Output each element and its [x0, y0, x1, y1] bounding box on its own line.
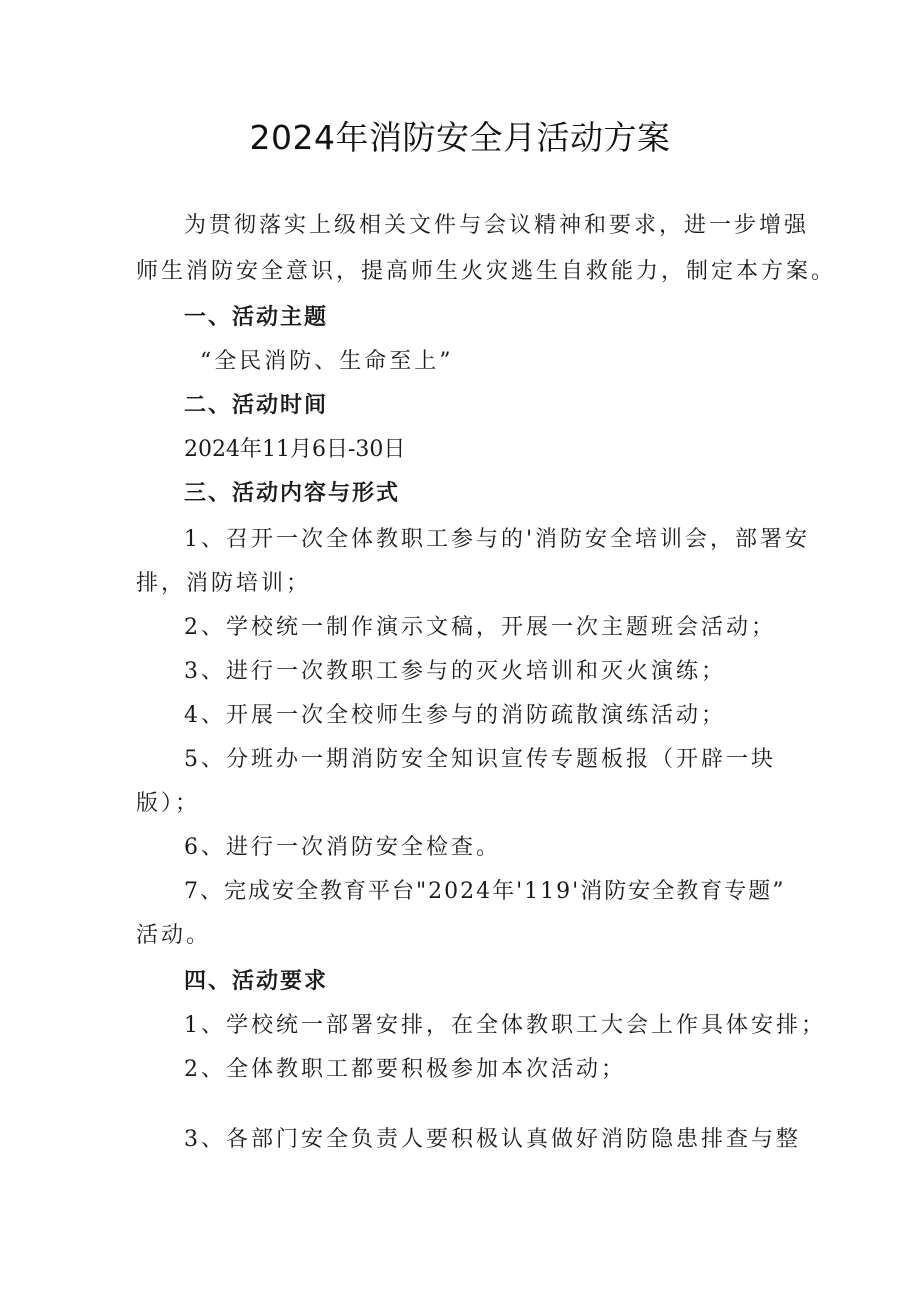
content-item-4: 4、开展一次全校师生参与的消防疏散演练活动； — [184, 703, 726, 728]
content-item-3: 3、进行一次教职工参与的灭火培训和灭火演练； — [184, 659, 726, 684]
content-item-7-line-2: 活动。 — [136, 923, 212, 948]
document-title: 2024年消防安全月活动方案 — [249, 118, 671, 157]
requirement-item-1: 1、学校统一部署安排，在全体教职工大会上作具体安排； — [184, 1013, 826, 1038]
content-item-1-line-1: 1、召开一次全体教职工参与的'消防安全培训会，部署安 — [184, 527, 811, 552]
requirement-item-2: 2、全体教职工都要积极参加本次活动； — [184, 1057, 626, 1082]
content-item-2: 2、学校统一制作演示文稿，开展一次主题班会活动； — [184, 615, 776, 640]
activity-time: 2024年11月6日-30日 — [184, 437, 406, 462]
content-item-5-line-2: 版）； — [136, 791, 201, 816]
content-item-5-line-1: 5、分班办一期消防安全知识宣传专题板报（开辟一块 — [184, 747, 776, 772]
content-item-6: 6、进行一次消防安全检查。 — [184, 835, 501, 860]
section-heading-requirements: 四、活动要求 — [184, 969, 329, 994]
intro-line-2: 师生消防安全意识，提高师生火灾逃生自救能力，制定本方案。 — [136, 259, 837, 284]
section-heading-content: 三、活动内容与形式 — [184, 481, 401, 506]
activity-theme: “全民消防、生命至上” — [200, 349, 454, 374]
intro-line-1: 为贯彻落实上级相关文件与会议精神和要求，进一步增强 — [184, 213, 810, 238]
section-heading-theme: 一、活动主题 — [184, 305, 329, 330]
section-heading-time: 二、活动时间 — [184, 393, 329, 418]
content-item-1-line-2: 排，消防培训； — [136, 571, 312, 596]
content-item-7-line-1: 7、完成安全教育平台"2024年'119'消防安全教育专题” — [184, 879, 786, 904]
requirement-item-3: 3、各部门安全负责人要积极认真做好消防隐患排查与整 — [184, 1127, 801, 1152]
